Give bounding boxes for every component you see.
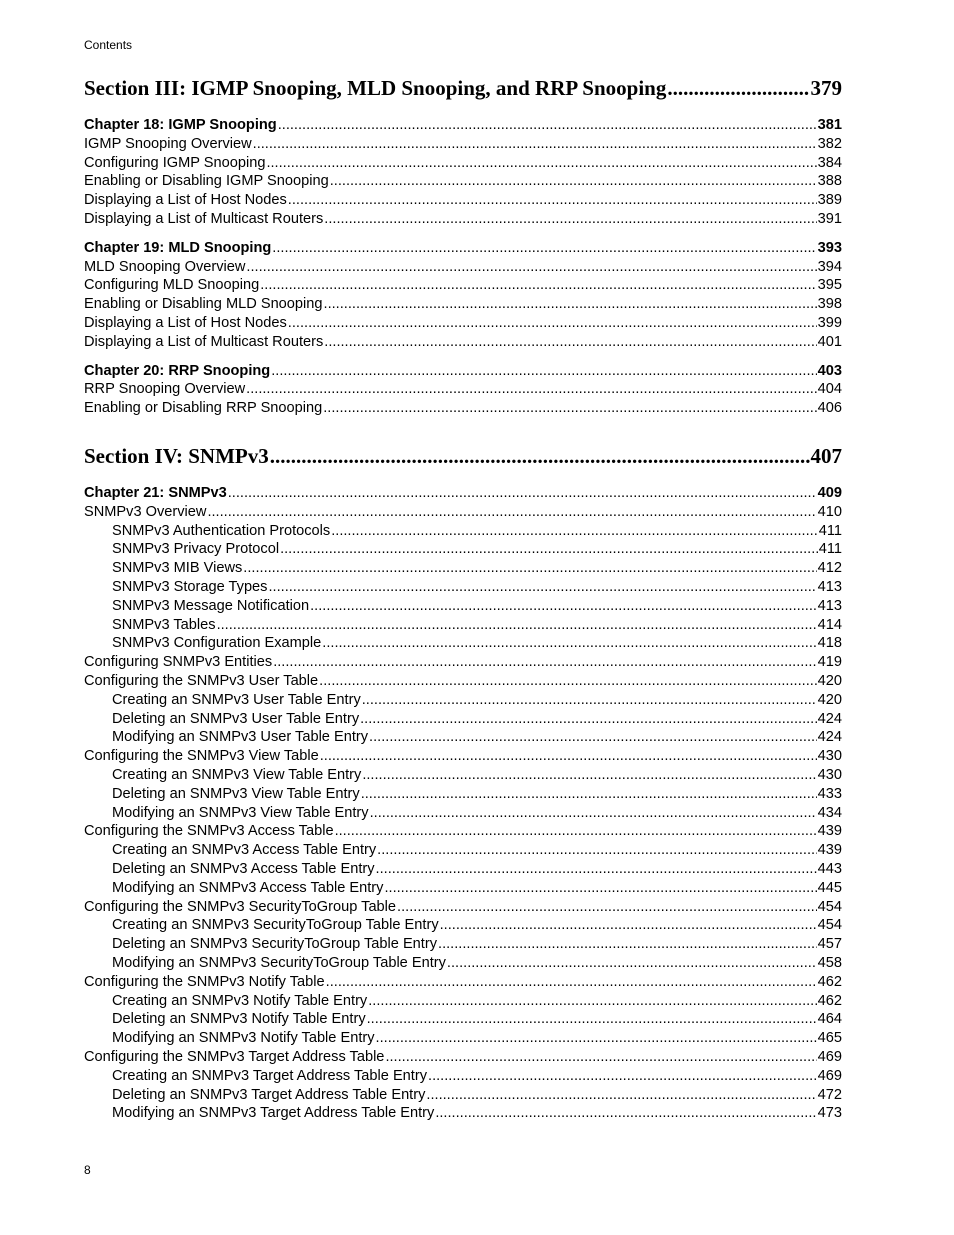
- toc-entry-label: Configuring IGMP Snooping: [84, 154, 266, 171]
- toc-subentry[interactable]: [84, 1086, 842, 1105]
- toc-subentry-page: 412: [817, 560, 842, 577]
- toc-entry-label: Displaying a List of Multicast Routers: [84, 333, 324, 350]
- dot-leader: [268, 578, 816, 597]
- toc-entry-label: Displaying a List of Host Nodes: [84, 315, 287, 331]
- toc-subentry-page: 472: [817, 1086, 842, 1103]
- toc-entry-page: 389: [817, 192, 842, 209]
- dot-leader: [278, 116, 817, 135]
- dot-leader: [367, 1010, 817, 1029]
- toc-entry-page: 384: [817, 154, 842, 171]
- dot-leader: [376, 860, 817, 879]
- dot-leader: [310, 597, 817, 616]
- dot-leader: [273, 653, 816, 672]
- toc-subentry-label: Modifying an SNMPv3 View Table Entry: [112, 804, 369, 821]
- chapter-heading[interactable]: [84, 484, 842, 503]
- dot-leader: [368, 992, 816, 1011]
- toc-subentry-page: 433: [817, 785, 842, 802]
- toc-subentry-label: Deleting an SNMPv3 SecurityToGroup Table Entry: [112, 936, 438, 953]
- dot-leader: [447, 954, 817, 973]
- toc-entry-page: 391: [817, 211, 842, 227]
- toc-subentry-page: 443: [817, 861, 842, 877]
- toc-subentry-label: Creating an SNMPv3 Access Table Entry: [112, 842, 377, 859]
- dot-leader: [331, 522, 818, 541]
- toc-entry-label: Configuring the SNMPv3 View Table: [84, 748, 319, 765]
- chapter-heading-label: Chapter 18: IGMP Snooping: [84, 117, 277, 133]
- toc-entry[interactable]: [84, 399, 842, 418]
- toc-entry[interactable]: [84, 973, 842, 992]
- toc-subentry-label: Creating an SNMPv3 User Table Entry: [112, 691, 361, 708]
- toc-entry-label: Configuring the SNMPv3 Target Address Table: [84, 1049, 385, 1065]
- toc-subentry-page: 424: [817, 710, 842, 727]
- chapter-heading[interactable]: [84, 239, 842, 258]
- page-number: 8: [84, 1163, 91, 1177]
- dot-leader: [246, 258, 816, 277]
- toc-subentry[interactable]: [84, 1029, 842, 1048]
- chapter-heading-page: 409: [817, 485, 842, 501]
- toc-subentry-label: Creating an SNMPv3 Target Address Table Entry: [112, 1067, 428, 1084]
- dot-leader: [270, 444, 810, 469]
- toc-entry-label: MLD Snooping Overview: [84, 258, 246, 275]
- dot-leader: [440, 916, 817, 935]
- dot-leader: [330, 172, 817, 191]
- toc-subentry-page: 457: [817, 936, 842, 953]
- section-heading-label: Section IV: SNMPv3: [84, 444, 269, 468]
- toc-entry[interactable]: [84, 747, 842, 766]
- toc-subentry[interactable]: [84, 634, 842, 653]
- toc-subentry-label: Modifying an SNMPv3 Notify Table Entry: [112, 1030, 375, 1047]
- toc-entry-page: 399: [817, 315, 842, 331]
- toc-entry-label: SNMPv3 Overview: [84, 503, 207, 520]
- toc-entry-page: 404: [817, 381, 842, 398]
- toc-entry-label: Configuring the SNMPv3 SecurityToGroup Table: [84, 898, 397, 915]
- toc-subentry-label: Deleting an SNMPv3 Access Table Entry: [112, 861, 375, 877]
- toc-subentry[interactable]: [84, 804, 842, 823]
- toc-entry-page: 420: [817, 673, 842, 689]
- toc-subentry-page: 469: [817, 1067, 842, 1084]
- dot-leader: [377, 841, 816, 860]
- toc-entry-label: Configuring the SNMPv3 Notify Table: [84, 973, 325, 990]
- toc-subentry-page: 418: [817, 635, 842, 652]
- toc-subentry-label: Creating an SNMPv3 SecurityToGroup Table Entry: [112, 917, 439, 934]
- toc-entry[interactable]: [84, 898, 842, 917]
- dot-leader: [319, 672, 816, 691]
- toc-entry[interactable]: [84, 333, 842, 352]
- toc-entry[interactable]: [84, 380, 842, 399]
- toc-subentry-page: 424: [817, 729, 842, 746]
- toc-subentry-page: 445: [817, 879, 842, 896]
- chapter-heading-page: 393: [817, 239, 842, 256]
- dot-leader: [385, 1048, 816, 1067]
- toc-entry-page: 410: [817, 503, 842, 520]
- toc-subentry[interactable]: [84, 766, 842, 785]
- toc-subentry[interactable]: [84, 841, 842, 860]
- toc-subentry-page: 413: [817, 597, 842, 614]
- dot-leader: [253, 135, 817, 154]
- toc-subentry-label: Deleting an SNMPv3 Target Address Table Entry: [112, 1086, 426, 1103]
- toc-subentry[interactable]: [84, 522, 842, 541]
- toc-entry-label: Configuring the SNMPv3 User Table: [84, 673, 319, 689]
- section-heading[interactable]: [84, 76, 842, 106]
- dot-leader: [324, 333, 816, 352]
- chapter-heading-page: 403: [817, 362, 842, 379]
- toc-entry-label: Displaying a List of Multicast Routers: [84, 211, 324, 227]
- toc-subentry-label: Deleting an SNMPv3 View Table Entry: [112, 785, 360, 802]
- dot-leader: [207, 503, 816, 522]
- toc-entry[interactable]: [84, 653, 842, 672]
- dot-leader: [323, 399, 816, 418]
- toc-subentry-label: Modifying an SNMPv3 SecurityToGroup Table Entry: [112, 955, 446, 971]
- toc-subentry-page: 439: [817, 842, 842, 859]
- toc-subentry-page: 413: [817, 579, 842, 595]
- dot-leader: [326, 973, 817, 992]
- toc-subentry[interactable]: [84, 1067, 842, 1086]
- toc-entry-label: Configuring MLD Snooping: [84, 277, 260, 294]
- section-heading-page: 407: [810, 444, 842, 468]
- toc-subentry[interactable]: [84, 597, 842, 616]
- dot-leader: [426, 1086, 816, 1105]
- dot-leader: [217, 616, 817, 635]
- toc-subentry[interactable]: [84, 691, 842, 710]
- toc-subentry[interactable]: [84, 916, 842, 935]
- toc-entry-page: 406: [817, 400, 842, 417]
- toc-entry[interactable]: [84, 295, 842, 314]
- chapter-heading-page: 381: [817, 117, 842, 133]
- dot-leader: [243, 559, 816, 578]
- dot-leader: [272, 239, 816, 258]
- toc-entry[interactable]: [84, 314, 842, 333]
- toc-subentry-label: SNMPv3 MIB Views: [112, 560, 243, 577]
- dot-leader: [246, 380, 816, 399]
- toc-entry-page: 454: [817, 898, 842, 915]
- toc-entry[interactable]: [84, 210, 842, 229]
- dot-leader: [288, 314, 817, 333]
- toc-subentry-label: SNMPv3 Message Notification: [112, 597, 310, 614]
- toc-entry[interactable]: [84, 135, 842, 154]
- toc-subentry-page: 454: [817, 917, 842, 934]
- toc-subentry[interactable]: [84, 710, 842, 729]
- toc-entry-page: 382: [817, 135, 842, 152]
- toc-subentry-label: Modifying an SNMPv3 Target Address Table Entry: [112, 1105, 435, 1122]
- dot-leader: [435, 1104, 816, 1123]
- toc-entry-label: Configuring SNMPv3 Entities: [84, 654, 273, 671]
- toc-entry-label: Enabling or Disabling RRP Snooping: [84, 400, 323, 417]
- toc-subentry-label: Creating an SNMPv3 Notify Table Entry: [112, 992, 368, 1009]
- toc-subentry[interactable]: [84, 785, 842, 804]
- dot-leader: [667, 76, 809, 101]
- dot-leader: [335, 822, 817, 841]
- toc-subentry-page: 473: [817, 1105, 842, 1122]
- toc-subentry-label: Deleting an SNMPv3 User Table Entry: [112, 710, 360, 727]
- toc-subentry-page: 462: [817, 992, 842, 1009]
- dot-leader: [324, 210, 816, 229]
- toc-entry-page: 388: [817, 173, 842, 190]
- dot-leader: [271, 362, 816, 381]
- dot-leader: [397, 898, 817, 917]
- toc-subentry-label: Creating an SNMPv3 View Table Entry: [112, 767, 362, 783]
- dot-leader: [260, 276, 816, 295]
- toc-entry[interactable]: [84, 672, 842, 691]
- dot-leader: [362, 691, 817, 710]
- dot-leader: [360, 710, 817, 729]
- dot-leader: [369, 728, 817, 747]
- toc-subentry-label: Modifying an SNMPv3 Access Table Entry: [112, 879, 384, 896]
- dot-leader: [288, 191, 817, 210]
- toc-subentry-label: SNMPv3 Privacy Protocol: [112, 541, 280, 558]
- toc-entry-label: IGMP Snooping Overview: [84, 135, 252, 152]
- toc-subentry[interactable]: [84, 1010, 842, 1029]
- toc-subentry[interactable]: [84, 954, 842, 973]
- dot-leader: [322, 634, 816, 653]
- dot-leader: [361, 785, 817, 804]
- toc-subentry-label: SNMPv3 Authentication Protocols: [112, 522, 331, 539]
- toc-entry-page: 430: [817, 748, 842, 765]
- toc-subentry[interactable]: [84, 728, 842, 747]
- toc-subentry-page: 411: [818, 541, 842, 558]
- dot-leader: [266, 154, 816, 173]
- chapter-heading-label: Chapter 21: SNMPv3: [84, 485, 227, 501]
- toc-subentry-label: Deleting an SNMPv3 Notify Table Entry: [112, 1011, 366, 1028]
- dot-leader: [320, 747, 817, 766]
- dot-leader: [376, 1029, 817, 1048]
- toc-entry[interactable]: [84, 1048, 842, 1067]
- dot-leader: [384, 879, 816, 898]
- toc-subentry-page: 420: [817, 691, 842, 708]
- toc-entry-page: 469: [817, 1049, 842, 1065]
- toc-subentry-page: 464: [817, 1011, 842, 1028]
- chapter-heading-label: Chapter 19: MLD Snooping: [84, 239, 272, 256]
- dot-leader: [324, 295, 817, 314]
- toc-entry-label: RRP Snooping Overview: [84, 381, 246, 398]
- toc-entry-page: 439: [817, 823, 842, 840]
- section-heading[interactable]: [84, 444, 842, 474]
- toc-subentry-page: 458: [817, 955, 842, 971]
- toc-subentry-label: Modifying an SNMPv3 User Table Entry: [112, 729, 369, 746]
- toc-entry-label: Enabling or Disabling MLD Snooping: [84, 296, 323, 313]
- chapter-heading-label: Chapter 20: RRP Snooping: [84, 362, 271, 379]
- dot-leader: [428, 1067, 817, 1086]
- toc-subentry-label: SNMPv3 Storage Types: [112, 579, 268, 595]
- toc-entry[interactable]: [84, 503, 842, 522]
- toc-entry-label: Displaying a List of Host Nodes: [84, 192, 287, 209]
- toc-subentry-page: 414: [817, 616, 842, 633]
- toc-entry[interactable]: [84, 154, 842, 173]
- toc-entry[interactable]: [84, 191, 842, 210]
- toc-entry[interactable]: [84, 258, 842, 277]
- toc-entry-page: 462: [817, 973, 842, 990]
- running-header: Contents: [84, 38, 133, 52]
- toc-subentry-label: SNMPv3 Configuration Example: [112, 635, 322, 652]
- toc-entry[interactable]: [84, 172, 842, 191]
- toc-entry-page: 419: [817, 654, 842, 671]
- toc-subentry-label: SNMPv3 Tables: [112, 616, 216, 633]
- dot-leader: [370, 804, 817, 823]
- toc-subentry[interactable]: [84, 860, 842, 879]
- toc-entry-page: 395: [817, 277, 842, 294]
- toc-subentry[interactable]: [84, 578, 842, 597]
- section-heading-label: Section III: IGMP Snooping, MLD Snooping, and RRP Snooping: [84, 76, 667, 100]
- toc-subentry-page: 411: [818, 522, 842, 539]
- toc-subentry[interactable]: [84, 540, 842, 559]
- toc-entry-page: 401: [817, 333, 842, 350]
- toc-subentry[interactable]: [84, 879, 842, 898]
- toc-entry[interactable]: [84, 276, 842, 295]
- toc-entry-page: 394: [817, 258, 842, 275]
- dot-leader: [362, 766, 816, 785]
- toc-subentry-page: 465: [817, 1030, 842, 1047]
- toc-subentry[interactable]: [84, 1104, 842, 1123]
- section-heading-page: 379: [810, 76, 842, 100]
- toc-subentry[interactable]: [84, 935, 842, 954]
- toc-subentry[interactable]: [84, 616, 842, 635]
- toc-entry-page: 398: [817, 296, 842, 313]
- toc-subentry[interactable]: [84, 992, 842, 1011]
- toc-entry[interactable]: [84, 822, 842, 841]
- dot-leader: [280, 540, 818, 559]
- chapter-heading[interactable]: [84, 362, 842, 381]
- toc-subentry[interactable]: [84, 559, 842, 578]
- dot-leader: [438, 935, 817, 954]
- toc-entry-label: Enabling or Disabling IGMP Snooping: [84, 173, 329, 190]
- chapter-heading[interactable]: [84, 116, 842, 135]
- dot-leader: [228, 484, 817, 503]
- toc-subentry-page: 430: [817, 767, 842, 783]
- toc-subentry-page: 434: [817, 804, 842, 821]
- toc-entry-label: Configuring the SNMPv3 Access Table: [84, 823, 334, 840]
